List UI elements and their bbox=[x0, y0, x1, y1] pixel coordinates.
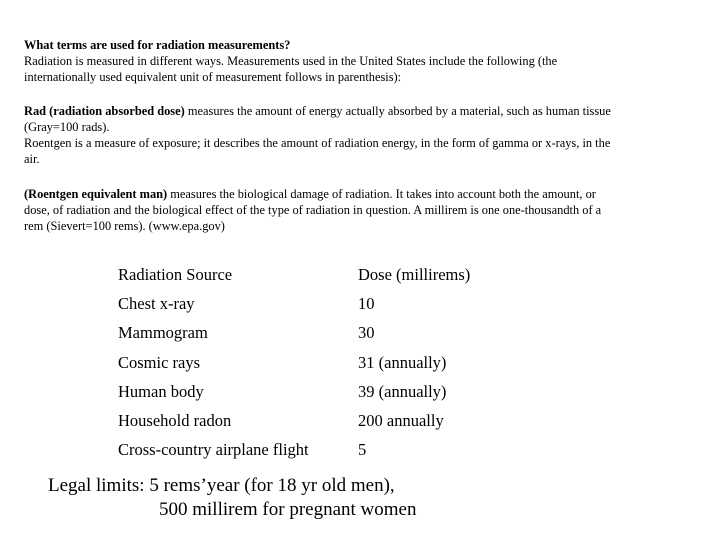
rad-section bbox=[24, 103, 696, 167]
rad-line-1-rest: measures the amount of energy actually absorbed by a material, such as human tissue bbox=[184, 104, 611, 118]
legal-limits bbox=[48, 474, 417, 522]
source-cell: Household radon bbox=[118, 411, 232, 431]
rem-section bbox=[24, 186, 696, 234]
source-cell: Human body bbox=[118, 381, 204, 401]
intro-heading: What terms are used for radiation measurements? bbox=[24, 38, 291, 52]
source-cell: Cross-country airplane flight bbox=[118, 440, 309, 460]
dose-cell: 30 bbox=[358, 323, 375, 343]
rem-line-1-rest: measures the biological damage of radiation. It takes into account both the amount, or bbox=[167, 187, 596, 201]
table-row bbox=[118, 377, 558, 406]
rad-line-2: (Gray=100 rads). bbox=[24, 120, 110, 134]
rem-line-2: dose, of radiation and the biological effect of the type of radiation in question. A millirem is one one-thousandth of a bbox=[24, 203, 602, 217]
table-row bbox=[118, 319, 558, 348]
source-cell: Mammogram bbox=[118, 323, 208, 343]
header-radiation-source: Radiation Source bbox=[118, 264, 233, 284]
legal-line-2: 500 millirem for pregnant women bbox=[159, 499, 417, 520]
rem-term: (Roentgen equivalent man) bbox=[24, 187, 168, 201]
dose-cell: 200 annually bbox=[358, 411, 444, 431]
intro-line-2: internationally used equivalent unit of measurement follows in parenthesis): bbox=[24, 70, 402, 84]
rad-line-1 bbox=[24, 103, 696, 119]
header-dose: Dose (millirems) bbox=[358, 264, 471, 284]
source-cell: Cosmic rays bbox=[118, 352, 201, 372]
intro-section bbox=[24, 37, 696, 85]
roentgen-line-1: Roentgen is a measure of exposure; it describes the amount of radiation energy, in the form of gamma or x-rays, in the bbox=[24, 136, 611, 150]
table-header-row bbox=[118, 260, 558, 289]
legal-line-1: Legal limits: 5 rems’year (for 18 yr old men), bbox=[48, 475, 395, 496]
table-row bbox=[118, 289, 558, 318]
rad-term: Rad (radiation absorbed dose) bbox=[24, 104, 185, 118]
table-row bbox=[118, 436, 558, 465]
dose-cell: 31 (annually) bbox=[358, 352, 447, 372]
dose-table bbox=[118, 260, 558, 465]
dose-cell: 10 bbox=[358, 293, 375, 313]
rem-line-1 bbox=[24, 186, 696, 202]
table-row bbox=[118, 406, 558, 435]
intro-line-1: Radiation is measured in different ways. Measurements used in the United States include the following (the bbox=[24, 54, 558, 68]
rem-line-3: rem (Sievert=100 rems). (www.epa.gov) bbox=[24, 219, 225, 233]
roentgen-line-2: air. bbox=[24, 152, 40, 166]
dose-cell: 39 (annually) bbox=[358, 381, 447, 401]
table-row bbox=[118, 348, 558, 377]
dose-cell: 5 bbox=[358, 440, 367, 460]
source-cell: Chest x-ray bbox=[118, 293, 195, 313]
